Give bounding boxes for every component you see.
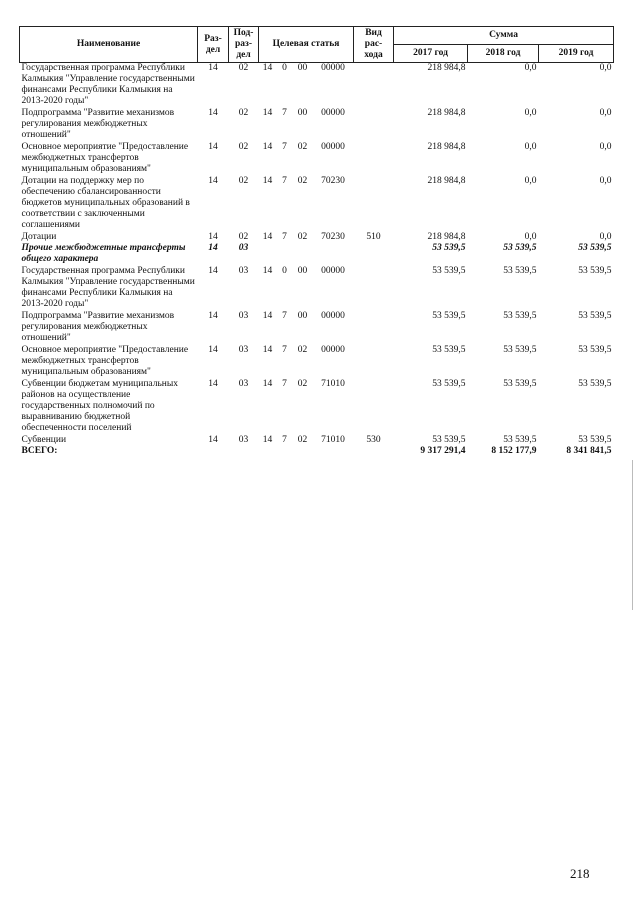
row-name: Основное мероприятие "Предоставление межбюджетных трансфертов муниципальным образованиям" [21,345,189,377]
row-razdel: 14 [208,379,218,389]
row-name: Субвенции бюджетам муниципальных районов на осуществление государственных полномочий по выравниванию бюджетной обеспеченности поселений [21,379,178,433]
row-vid-rashoda [354,175,394,231]
row-razdel: 14 [208,243,218,253]
row-vid-rashoda [354,446,394,457]
row-vid-rashoda: 530 [366,435,381,445]
table-row [20,175,614,231]
header-podrazdel: Под-раз-дел [229,27,259,63]
row-cs-subprogram: 0 [282,266,287,276]
row-sum-2017: 218 984,8 [427,108,466,118]
row-cs-direction: 00000 [321,266,345,276]
row-cs-program: 14 [262,63,273,73]
row-cs-subprogram [277,243,293,265]
row-razdel: 14 [208,176,218,186]
row-vid-rashoda: 510 [366,232,381,242]
header-year-2017: 2017 год [394,45,468,63]
row-sum-2019: 0,0 [599,108,612,118]
row-name: Дотации [21,232,57,242]
row-sum-2017: 9 317 291,4 [420,446,466,456]
row-cs-direction [313,446,354,457]
row-cs-subprogram [277,446,293,457]
row-podrazdel: 02 [238,63,249,73]
row-cs-program [259,446,277,457]
row-vid-rashoda [354,107,394,141]
row-sum-2017: 218 984,8 [427,176,466,186]
table-row [20,141,614,175]
row-podrazdel: 03 [238,243,249,253]
row-vid-rashoda [354,310,394,344]
table-row [20,63,614,108]
row-sum-2019: 53 539,5 [578,311,612,321]
row-cs-event [293,243,313,265]
row-sum-2019: 0,0 [599,63,612,73]
row-cs-direction: 00000 [321,63,345,73]
row-cs-event: 02 [297,232,308,242]
row-sum-2018: 0,0 [524,108,537,118]
row-cs-event: 02 [297,345,308,355]
row-cs-event: 02 [297,435,308,445]
row-razdel [198,446,229,457]
row-name: Дотации на поддержку мер по обеспечению сбалансированности бюджетов муниципальных образований в соответствии с заключенными соглашениями [21,176,190,230]
row-razdel: 14 [208,266,218,276]
table-row [20,344,614,378]
row-cs-event: 02 [297,379,308,389]
row-sum-2017: 53 539,5 [432,311,466,321]
header-vid-rashoda: Вид рас-хода [354,27,394,63]
row-cs-direction: 70230 [321,232,345,242]
row-cs-event: 02 [297,142,308,152]
row-cs-subprogram: 7 [282,142,287,152]
row-podrazdel: 02 [238,142,249,152]
budget-table [19,26,614,457]
row-razdel: 14 [208,232,218,242]
row-sum-2018: 0,0 [524,63,537,73]
row-cs-event: 00 [297,63,308,73]
row-sum-2017: 53 539,5 [432,243,466,253]
header-razdel: Раз-дел [198,27,229,63]
row-cs-program: 14 [262,345,273,355]
row-vid-rashoda [354,265,394,310]
row-vid-rashoda [354,63,394,108]
row-sum-2017: 218 984,8 [427,232,466,242]
table-row [20,243,614,265]
row-razdel: 14 [208,345,218,355]
row-podrazdel: 03 [238,266,249,276]
page-number: 218 [570,866,590,881]
row-cs-direction: 00000 [321,345,345,355]
row-cs-program: 14 [262,311,273,321]
row-podrazdel: 02 [238,176,249,186]
row-sum-2018: 0,0 [524,232,537,242]
row-sum-2019: 53 539,5 [578,345,612,355]
row-razdel: 14 [208,435,218,445]
row-sum-2018: 0,0 [524,176,537,186]
row-podrazdel: 02 [238,232,249,242]
row-sum-2017: 53 539,5 [432,379,466,389]
row-sum-2018: 53 539,5 [503,311,537,321]
header-year-2018: 2018 год [468,45,539,63]
row-name: Субвенции [21,435,67,445]
table-row [20,434,614,446]
row-sum-2017: 53 539,5 [432,435,466,445]
row-name: Государственная программа Республики Калмыкия "Управление государственными финансами Республики Калмыкия на 2013-2020 годы" [21,266,195,309]
row-sum-2019: 0,0 [599,232,612,242]
row-sum-2017: 53 539,5 [432,345,466,355]
row-razdel: 14 [208,63,218,73]
row-podrazdel: 03 [238,345,249,355]
table-row [20,378,614,434]
row-cs-event: 02 [297,176,308,186]
header-celevaya-statya: Целевая статья [259,27,354,63]
row-cs-program: 14 [262,266,273,276]
row-name: Основное мероприятие "Предоставление межбюджетных трансфертов муниципальным образованиям" [21,142,189,174]
table-row [20,107,614,141]
row-cs-direction: 00000 [321,142,345,152]
row-sum-2018: 53 539,5 [503,345,537,355]
row-sum-2018: 53 539,5 [503,243,537,253]
row-cs-direction: 00000 [321,311,345,321]
row-cs-direction [313,243,354,265]
row-cs-subprogram: 7 [282,379,287,389]
row-razdel: 14 [208,108,218,118]
row-sum-2019: 53 539,5 [578,435,612,445]
table-row [20,265,614,310]
header-name: Наименование [20,27,198,63]
row-cs-event: 00 [297,266,308,276]
row-podrazdel [229,446,259,457]
row-cs-subprogram: 7 [282,108,287,118]
row-podrazdel: 03 [238,379,249,389]
row-podrazdel: 02 [238,108,249,118]
table-body [20,63,614,458]
row-cs-direction: 00000 [321,108,345,118]
table-row [20,446,614,457]
row-podrazdel: 03 [238,311,249,321]
table-header [20,27,614,63]
row-sum-2018: 0,0 [524,142,537,152]
row-sum-2019: 0,0 [599,176,612,186]
row-vid-rashoda [354,344,394,378]
row-sum-2017: 218 984,8 [427,142,466,152]
row-name: Государственная программа Республики Калмыкия "Управление государственными финансами Республики Калмыкия на 2013-2020 годы" [21,63,195,106]
table-row [20,310,614,344]
row-cs-program: 14 [262,176,273,186]
row-podrazdel: 03 [238,435,249,445]
row-sum-2018: 53 539,5 [503,266,537,276]
row-cs-program: 14 [262,379,273,389]
scan-edge-line [632,460,633,610]
row-cs-program: 14 [262,108,273,118]
row-razdel: 14 [208,311,218,321]
row-name: Подпрограмма "Развитие механизмов регулирования межбюджетных отношений" [21,108,175,140]
row-cs-program [259,243,277,265]
row-cs-program: 14 [262,142,273,152]
row-cs-subprogram: 7 [282,176,287,186]
row-sum-2017: 218 984,8 [427,63,466,73]
row-sum-2018: 53 539,5 [503,435,537,445]
row-cs-subprogram: 7 [282,311,287,321]
row-name: Подпрограмма "Развитие механизмов регулирования межбюджетных отношений" [21,311,175,343]
row-cs-subprogram: 7 [282,232,287,242]
row-name: Прочие межбюджетные трансферты общего характера [21,243,186,264]
row-cs-program: 14 [262,435,273,445]
row-vid-rashoda [354,141,394,175]
row-vid-rashoda [354,378,394,434]
row-vid-rashoda [354,243,394,265]
row-cs-subprogram: 7 [282,435,287,445]
row-cs-direction: 71010 [321,435,345,445]
row-razdel: 14 [208,142,218,152]
row-sum-2019: 53 539,5 [578,243,612,253]
row-sum-2019: 8 341 841,5 [566,446,612,456]
row-cs-program: 14 [262,232,273,242]
row-sum-2018: 8 152 177,9 [491,446,537,456]
row-cs-direction: 71010 [321,379,345,389]
header-year-2019: 2019 год [539,45,614,63]
row-sum-2017: 53 539,5 [432,266,466,276]
row-sum-2019: 53 539,5 [578,266,612,276]
row-cs-event [293,446,313,457]
header-summa: Сумма [394,27,614,45]
row-cs-direction: 70230 [321,176,345,186]
row-sum-2018: 53 539,5 [503,379,537,389]
table-row [20,231,614,243]
row-cs-subprogram: 7 [282,345,287,355]
row-sum-2019: 0,0 [599,142,612,152]
row-cs-event: 00 [297,108,308,118]
row-cs-subprogram: 0 [282,63,287,73]
row-name: ВСЕГО: [21,446,58,456]
row-cs-event: 00 [297,311,308,321]
row-sum-2019: 53 539,5 [578,379,612,389]
